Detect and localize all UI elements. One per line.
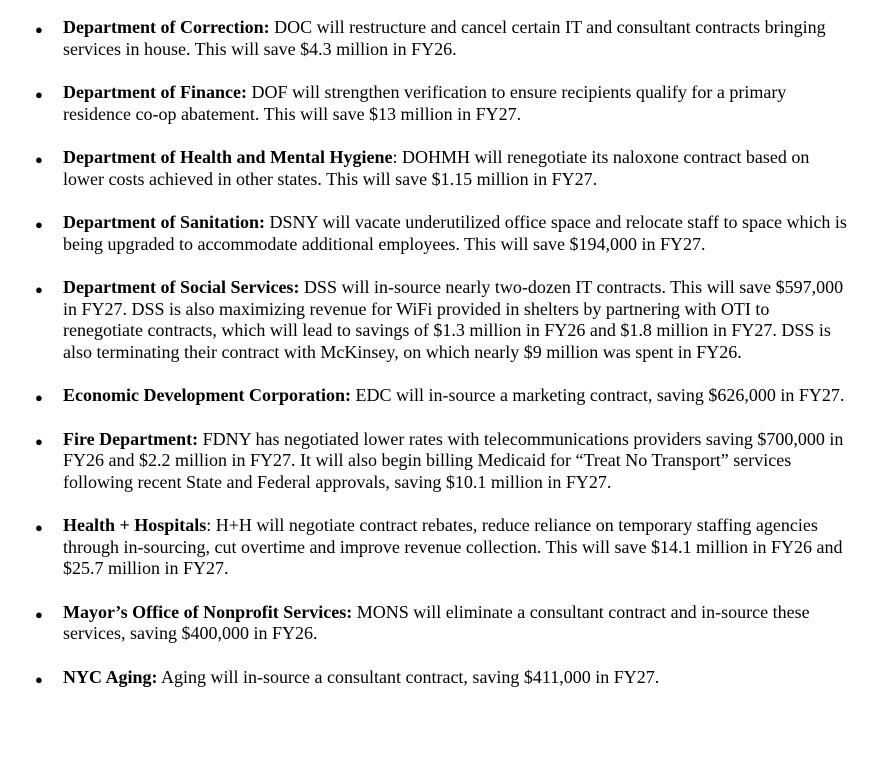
list-item [0, 515, 892, 580]
item-text: : DOHMH will renegotiate its naloxone contract based on lower costs achieved in other states. This will save $1.15 million in FY27. [63, 147, 810, 189]
list-item [0, 212, 892, 255]
list-item [0, 17, 892, 60]
bullet-icon: ● [35, 152, 43, 167]
item-text: DSNY will vacate underutilized office space and relocate staff to space which is being upgraded to accommodate additional employees. This will save $194,000 in FY27. [63, 212, 847, 254]
bullet-icon: ● [35, 282, 43, 297]
bullet-icon: ● [35, 217, 43, 232]
item-title: Mayor’s Office of Nonprofit Services: [63, 601, 353, 622]
list-item [0, 667, 892, 689]
item-text: EDC will in-source a marketing contract, saving $626,000 in FY27. [350, 385, 845, 405]
item-text: Aging will in-source a consultant contract, saving $411,000 in FY27. [157, 666, 660, 687]
item-text: DOF will strengthen verification to ensure recipients qualify for a primary residence co-op abatement. This will save $13 million in FY27. [63, 82, 787, 124]
item-title: Department of Health and Mental Hygiene [63, 147, 393, 167]
bullet-icon: ● [35, 606, 43, 622]
item-text: : H+H will negotiate contract rebates, reduce reliance on temporary staffing agencies through in-sourcing, cut overtime and improve revenue collection. This will save $14.1 million in FY26 and $25.7 million in FY27. [63, 515, 843, 578]
list-item [0, 277, 892, 363]
bullet-icon: ● [35, 520, 43, 535]
item-title: Department of Sanitation: [63, 212, 265, 232]
bullet-icon: ● [35, 22, 43, 37]
item-title: Department of Social Services: [63, 277, 300, 297]
item-title: NYC Aging: [63, 666, 158, 687]
list-item [0, 429, 892, 494]
item-title: Economic Development Corporation: [63, 385, 351, 405]
bullet-icon: ● [35, 390, 43, 405]
list-item [0, 385, 892, 407]
item-title: Department of Finance: [63, 82, 247, 102]
list-item [0, 147, 892, 190]
savings-bullet-list [0, 17, 892, 688]
bullet-icon: ● [35, 671, 43, 687]
bullet-icon: ● [35, 433, 43, 449]
item-text: DSS will in-source nearly two-dozen IT contracts. This will save $597,000 in FY27. DSS is also maximizing revenue for WiFi provided in shelters by partnering with OTI to renegotiate contracts, which will lead to savings of $1.3 million in FY26 and $1.8 million in FY27. DSS is also terminating their contract with McKinsey, on which nearly $9 million was spent in FY26. [63, 277, 844, 362]
item-title: Fire Department: [63, 428, 199, 449]
item-title: Health + Hospitals [63, 515, 207, 535]
item-title: Department of Correction: [63, 17, 270, 37]
item-text: MONS will eliminate a consultant contract and in-source these services, saving $400,000 in FY26. [63, 601, 810, 643]
list-item [0, 82, 892, 125]
item-text: FDNY has negotiated lower rates with telecommunications providers saving $700,000 in FY26 and $2.2 million in FY27. It will also begin billing Medicaid for “Treat No Transport” services following recent State and Federal approvals, saving $10.1 million in FY27. [63, 428, 844, 492]
bullet-icon: ● [35, 87, 43, 102]
item-text: DOC will restructure and cancel certain IT and consultant contracts bringing services in house. This will save $4.3 million in FY26. [63, 17, 826, 59]
list-item [0, 602, 892, 645]
